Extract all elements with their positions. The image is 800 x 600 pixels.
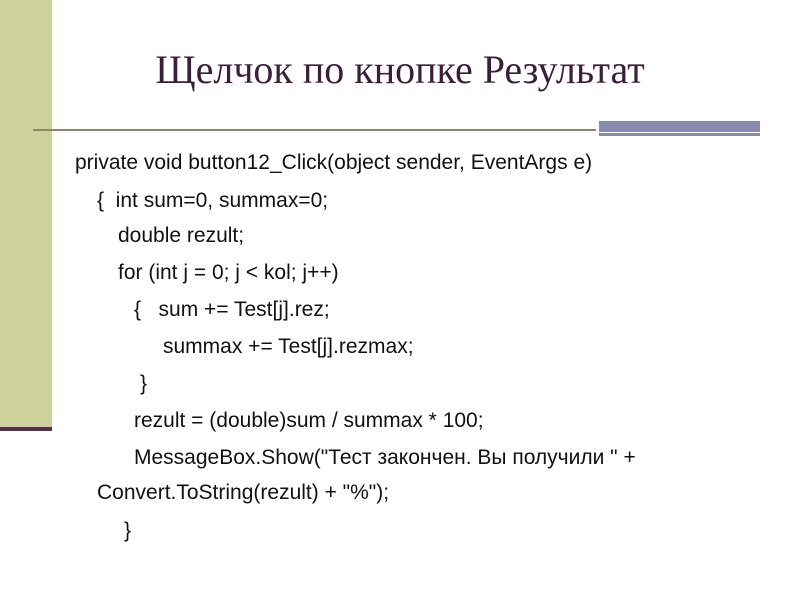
- code-line: Convert.ToString(rezult) + "%");: [97, 481, 390, 504]
- code-line: MessageBox.Show("Тест закончен. Вы получили " +: [134, 446, 636, 469]
- code-line: private void button12_Click(object sender, EventArgs e): [75, 151, 593, 174]
- code-line: for (int j = 0; j < kol; j++): [118, 261, 339, 284]
- code-line: { int sum=0, summax=0;: [97, 189, 329, 212]
- code-line: }: [140, 372, 148, 395]
- slide-title: Щелчок по кнопке Результат: [155, 47, 645, 92]
- code-line: rezult = (double)sum / summax * 100;: [134, 409, 484, 432]
- code-line: double rezult;: [118, 224, 245, 247]
- code-line: { sum += Test[j].rez;: [134, 298, 330, 321]
- code-line: }: [124, 519, 132, 542]
- code-line: summax += Test[j].rezmax;: [163, 335, 414, 358]
